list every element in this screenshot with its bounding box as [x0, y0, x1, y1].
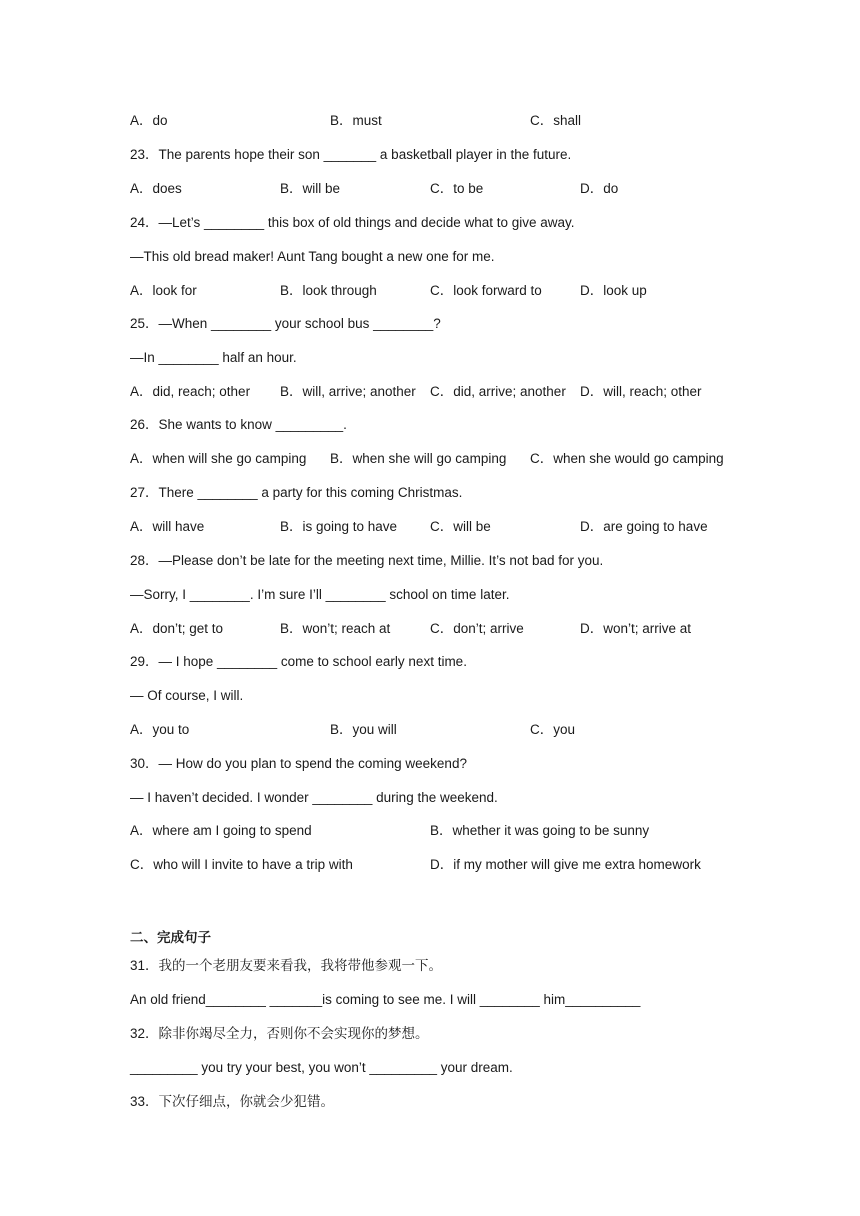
q32-chinese: 32．除非你竭尽全力，否则你不会实现你的梦想。	[130, 1026, 429, 1041]
q28-options	[130, 620, 750, 638]
q22-option-a[interactable]: A．do	[130, 113, 168, 128]
q33-chinese: 33．下次仔细点，你就会少犯错。	[130, 1094, 335, 1109]
q25-option-b[interactable]: B．will, arrive; another	[280, 384, 416, 399]
q28-option-d[interactable]: D．won’t; arrive at	[580, 621, 692, 636]
q26-option-a[interactable]: A．when will she go camping	[130, 451, 307, 466]
q26-stem: 26．She wants to know _________.	[130, 417, 347, 432]
q25-option-c[interactable]: C．did, arrive; another	[430, 384, 566, 399]
q27-option-c[interactable]: C．will be	[430, 519, 491, 534]
q28-option-b[interactable]: B．won’t; reach at	[280, 621, 391, 636]
section-heading: 二、完成句子	[130, 930, 211, 945]
q24-reply: —This old bread maker! Aunt Tang bought a new one for me.	[130, 249, 495, 264]
q29-options	[130, 721, 750, 739]
q23-option-d[interactable]: D．do	[580, 181, 619, 196]
q25-stem: 25．—When ________ your school bus ________?	[130, 316, 441, 331]
q25-option-d[interactable]: D．will, reach; other	[580, 384, 702, 399]
q23-option-c[interactable]: C．to be	[430, 181, 484, 196]
q22-option-b[interactable]: B．must	[330, 113, 382, 128]
q24-option-d[interactable]: D．look up	[580, 283, 647, 298]
q28-option-a[interactable]: A．don’t; get to	[130, 621, 224, 636]
q30-option-d[interactable]: D．if my mother will give me extra homework	[430, 857, 701, 872]
q23-option-b[interactable]: B．will be	[280, 181, 341, 196]
q24-stem: 24．—Let’s ________ this box of old things and decide what to give away.	[130, 215, 575, 230]
q30-options-row2	[130, 856, 750, 874]
q32-english: _________ you try your best, you won’t _________ your dream.	[130, 1060, 513, 1075]
q30-options-row1	[130, 822, 750, 840]
q29-option-b[interactable]: B．you will	[330, 722, 397, 737]
q25-options	[130, 383, 750, 401]
q26-options	[130, 450, 750, 468]
q23-options	[130, 180, 750, 198]
q28-stem: 28．—Please don’t be late for the meeting next time, Millie. It’s not bad for you.	[130, 553, 604, 568]
q22-options	[130, 112, 750, 130]
q26-option-c[interactable]: C．when she would go camping	[530, 451, 724, 466]
q31-english: An old friend________ _______is coming to see me. I will ________ him__________	[130, 992, 641, 1007]
q30-stem: 30．— How do you plan to spend the coming weekend?	[130, 756, 467, 771]
q29-stem: 29．— I hope ________ come to school early next time.	[130, 654, 467, 669]
q24-options	[130, 282, 750, 300]
q31-chinese: 31．我的一个老朋友要来看我，我将带他参观一下。	[130, 958, 443, 973]
q29-reply: — Of course, I will.	[130, 688, 244, 703]
q28-reply: —Sorry, I ________. I’m sure I’ll ________ school on time later.	[130, 587, 510, 602]
q23-stem: 23．The parents hope their son _______ a basketball player in the future.	[130, 147, 572, 162]
q24-option-b[interactable]: B．look through	[280, 283, 377, 298]
q27-option-d[interactable]: D．are going to have	[580, 519, 708, 534]
q25-option-a[interactable]: A．did, reach; other	[130, 384, 251, 399]
q24-option-a[interactable]: A．look for	[130, 283, 197, 298]
q26-option-b[interactable]: B．when she will go camping	[330, 451, 507, 466]
q30-option-c[interactable]: C．who will I invite to have a trip with	[130, 857, 353, 872]
q27-option-a[interactable]: A．will have	[130, 519, 205, 534]
q24-option-c[interactable]: C．look forward to	[430, 283, 542, 298]
q22-option-c[interactable]: C．shall	[530, 113, 582, 128]
q27-stem: 27．There ________ a party for this coming Christmas.	[130, 485, 463, 500]
q29-option-a[interactable]: A．you to	[130, 722, 190, 737]
q25-reply: —In ________ half an hour.	[130, 350, 297, 365]
q30-reply: — I haven’t decided. I wonder ________ during the weekend.	[130, 790, 498, 805]
q23-option-a[interactable]: A．does	[130, 181, 182, 196]
q30-option-b[interactable]: B．whether it was going to be sunny	[430, 823, 650, 838]
q28-option-c[interactable]: C．don’t; arrive	[430, 621, 524, 636]
q30-option-a[interactable]: A．where am I going to spend	[130, 823, 312, 838]
q29-option-c[interactable]: C．you	[530, 722, 576, 737]
q27-options	[130, 518, 750, 536]
q27-option-b[interactable]: B．is going to have	[280, 519, 398, 534]
